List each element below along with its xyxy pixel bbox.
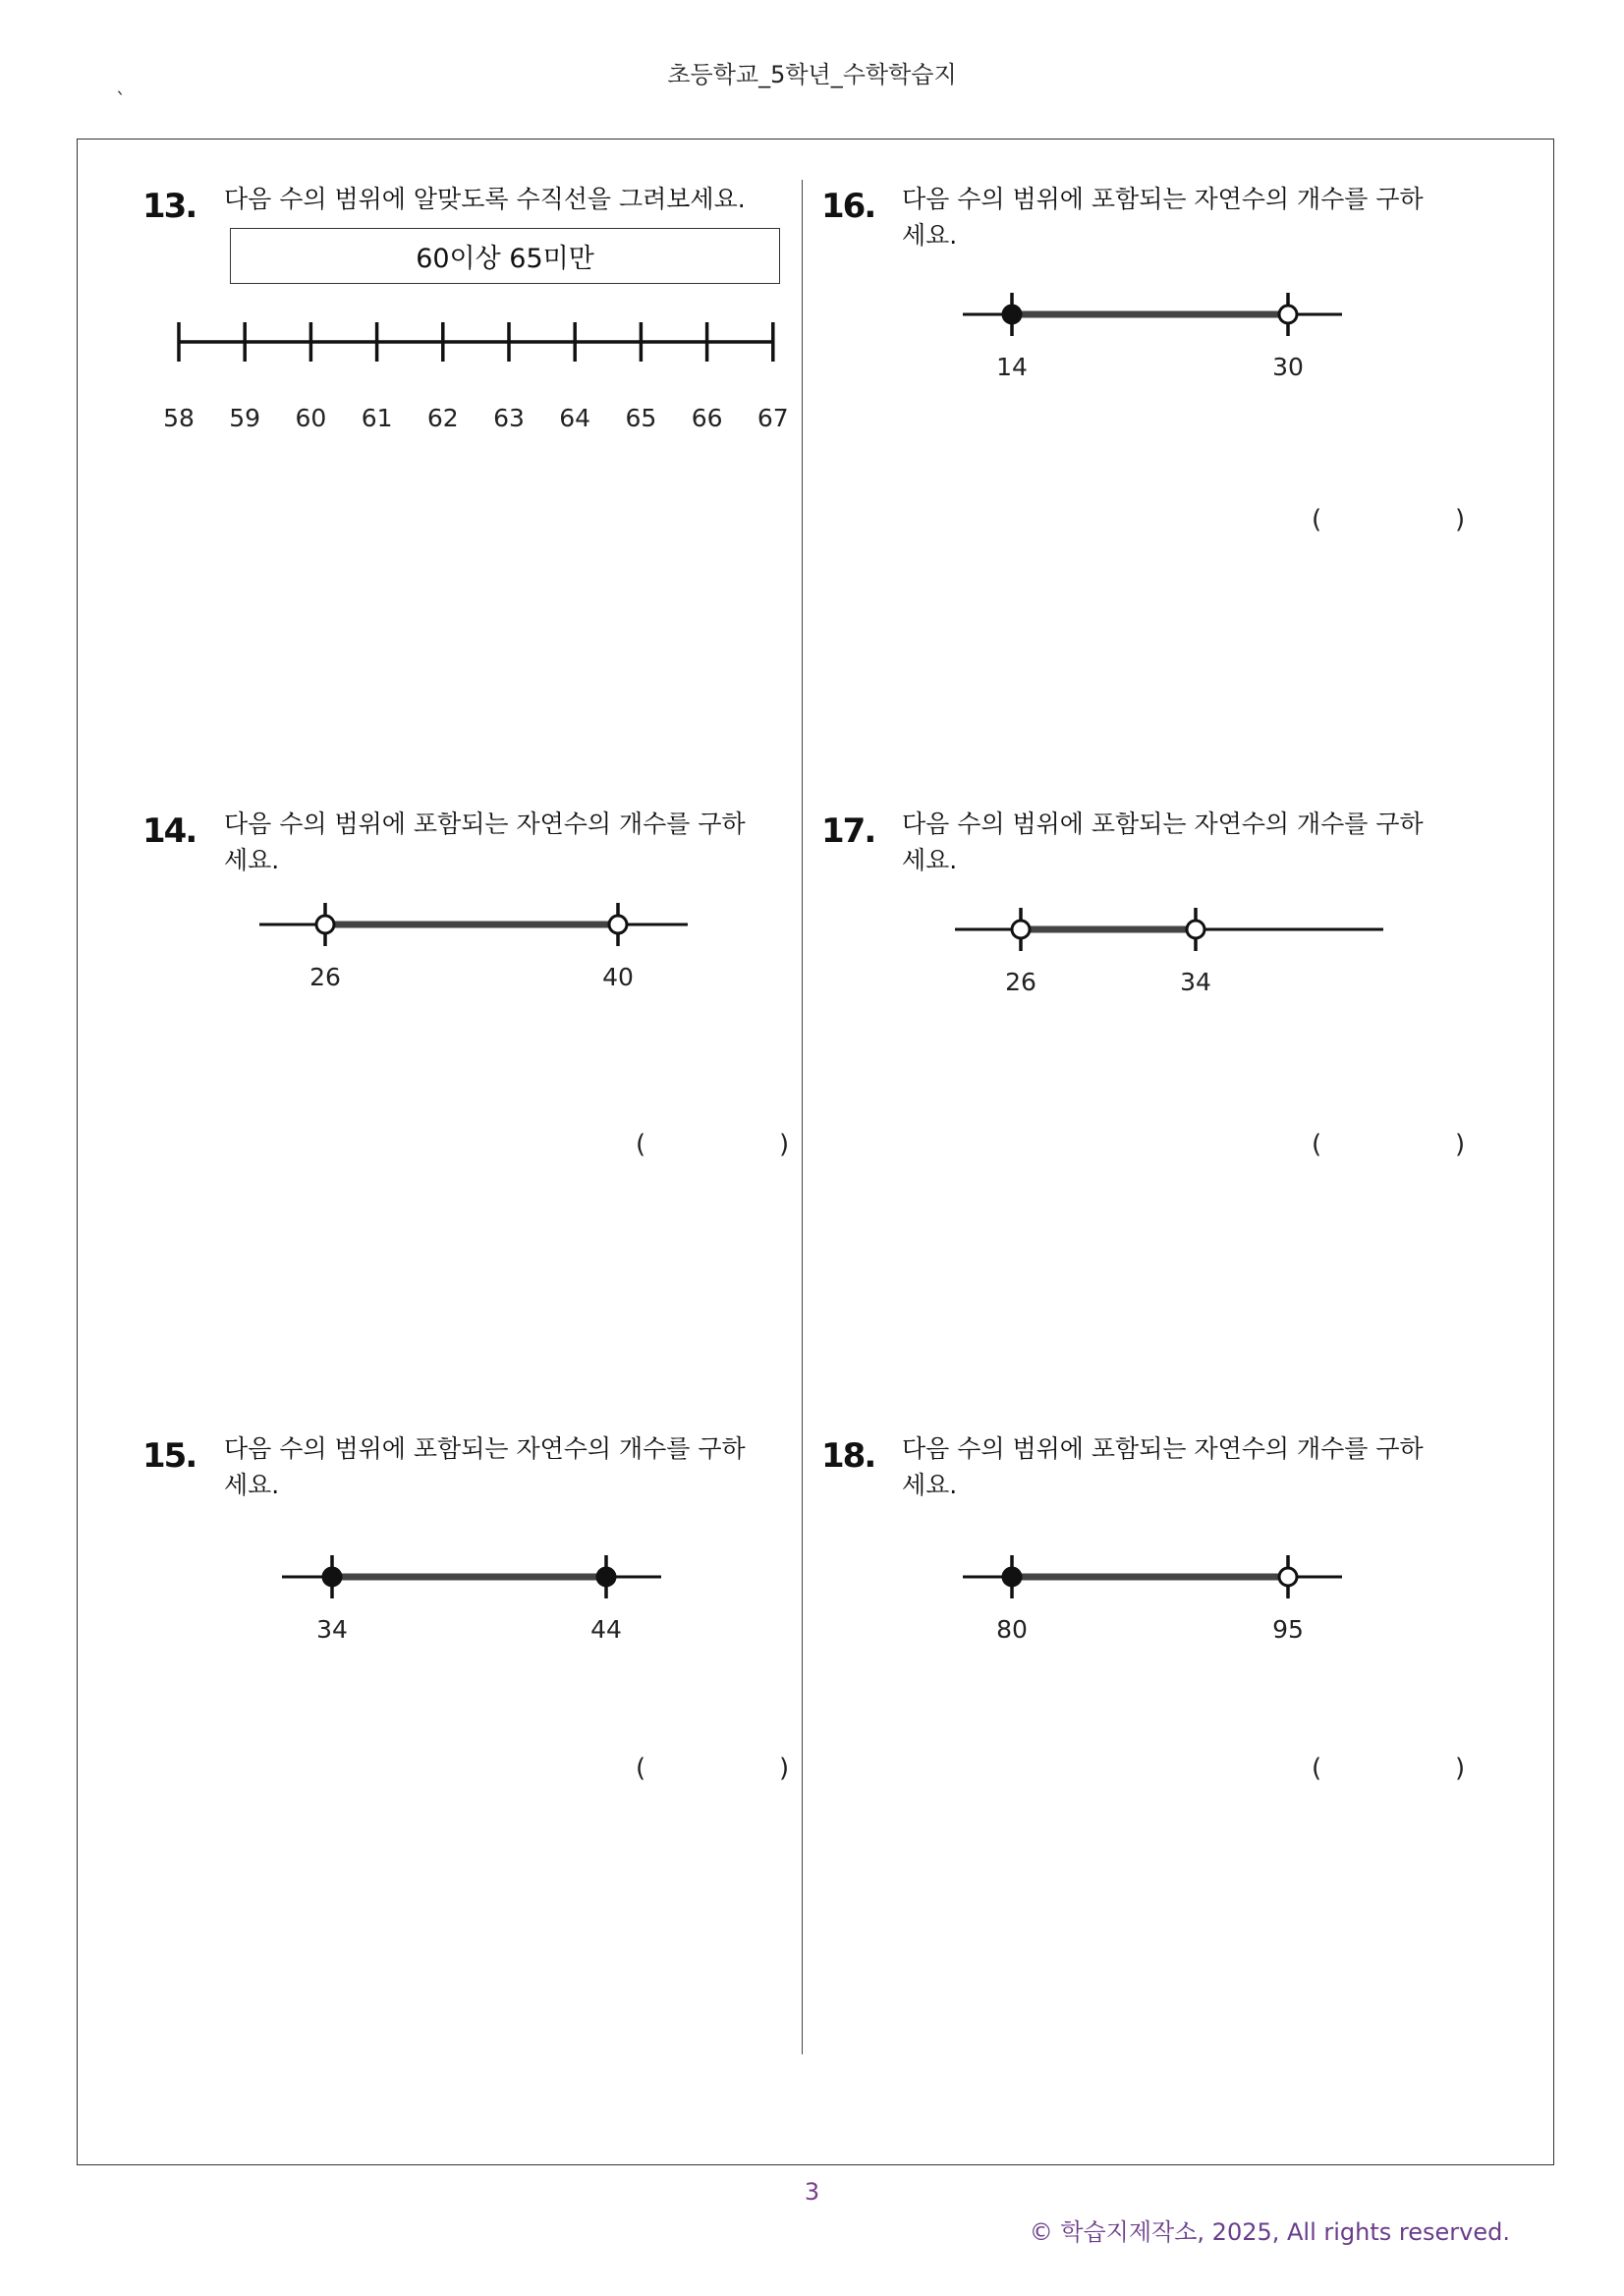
- right-endpoint-label: 95: [1272, 1615, 1304, 1644]
- right-endpoint-label: 30: [1272, 353, 1304, 381]
- question-17-number: 17.: [821, 812, 875, 851]
- question-13-text: 다음 수의 범위에 알맞도록 수직선을 그려보세요.: [224, 185, 746, 213]
- right-endpoint-open-dot: [1279, 1568, 1297, 1586]
- right-endpoint-open-dot: [1187, 921, 1204, 938]
- question-16-answer-close[interactable]: ): [1455, 505, 1466, 534]
- tick-label: 62: [426, 404, 459, 432]
- page-header-title: 초등학교_5학년_수학학습지: [667, 61, 957, 88]
- question-13-range-label: 60이상 65미만: [416, 244, 594, 274]
- left-endpoint-label: 14: [996, 353, 1028, 381]
- stray-mark: `: [116, 88, 126, 112]
- tick-label: 65: [625, 404, 657, 432]
- tick-label: 64: [559, 404, 591, 432]
- question-14-answer-open[interactable]: (: [636, 1130, 646, 1159]
- tick-label: 61: [361, 404, 393, 432]
- question-14-text: 다음 수의 범위에 포함되는 자연수의 개수를 구하세요.: [224, 810, 746, 874]
- tick-label: 59: [229, 404, 261, 432]
- question-13-range-box: [230, 228, 780, 284]
- question-16-number-line: [961, 285, 1354, 393]
- question-16-number: 16.: [821, 187, 875, 226]
- question-17-text: 다음 수의 범위에 포함되는 자연수의 개수를 구하세요.: [902, 810, 1424, 874]
- right-endpoint-open-dot: [1279, 306, 1297, 323]
- left-endpoint-closed-dot: [1003, 1568, 1021, 1586]
- question-14-answer-close[interactable]: ): [779, 1130, 790, 1159]
- tick-label: 60: [295, 404, 327, 432]
- page-number: 3: [804, 2178, 820, 2206]
- question-17-answer-open[interactable]: (: [1312, 1130, 1322, 1159]
- left-endpoint-closed-dot: [323, 1568, 341, 1586]
- worksheet-frame: [77, 139, 1554, 2165]
- tick-label: 63: [493, 404, 525, 432]
- question-14-number-line: [257, 899, 700, 1007]
- left-endpoint-open-dot: [1012, 921, 1030, 938]
- left-endpoint-closed-dot: [1003, 306, 1021, 323]
- question-13-number: 13.: [142, 187, 196, 226]
- copyright-notice: © 학습지제작소, 2025, All rights reserved.: [1029, 2218, 1510, 2246]
- left-endpoint-label: 26: [309, 963, 341, 991]
- question-13-number-line[interactable]: [157, 314, 806, 432]
- question-18-answer-open[interactable]: (: [1312, 1754, 1322, 1783]
- tick-label: 58: [163, 404, 195, 432]
- question-16-text: 다음 수의 범위에 포함되는 자연수의 개수를 구하세요.: [902, 185, 1424, 250]
- right-endpoint-label: 44: [590, 1615, 622, 1644]
- question-15-text: 다음 수의 범위에 포함되는 자연수의 개수를 구하세요.: [224, 1434, 746, 1499]
- question-15-number-line: [280, 1549, 673, 1657]
- question-18-number: 18.: [821, 1436, 875, 1476]
- question-15-number: 15.: [142, 1436, 196, 1476]
- question-15-answer-close[interactable]: ): [779, 1754, 790, 1783]
- question-14-number: 14.: [142, 812, 196, 851]
- column-divider: [802, 180, 803, 2054]
- right-endpoint-label: 34: [1180, 968, 1211, 996]
- left-endpoint-label: 34: [316, 1615, 348, 1644]
- tick-label: 66: [691, 404, 723, 432]
- question-17-number-line: [953, 904, 1385, 1012]
- right-endpoint-open-dot: [609, 916, 627, 933]
- left-endpoint-label: 80: [996, 1615, 1028, 1644]
- left-endpoint-label: 26: [1005, 968, 1036, 996]
- question-15-answer-open[interactable]: (: [636, 1754, 646, 1783]
- question-18-number-line: [961, 1547, 1354, 1655]
- question-17-answer-close[interactable]: ): [1455, 1130, 1466, 1159]
- left-endpoint-open-dot: [316, 916, 334, 933]
- question-16-answer-open[interactable]: (: [1312, 505, 1322, 534]
- tick-label: 67: [756, 404, 789, 432]
- right-endpoint-label: 40: [602, 963, 634, 991]
- right-endpoint-closed-dot: [597, 1568, 615, 1586]
- question-18-answer-close[interactable]: ): [1455, 1754, 1466, 1783]
- question-18-text: 다음 수의 범위에 포함되는 자연수의 개수를 구하세요.: [902, 1434, 1424, 1499]
